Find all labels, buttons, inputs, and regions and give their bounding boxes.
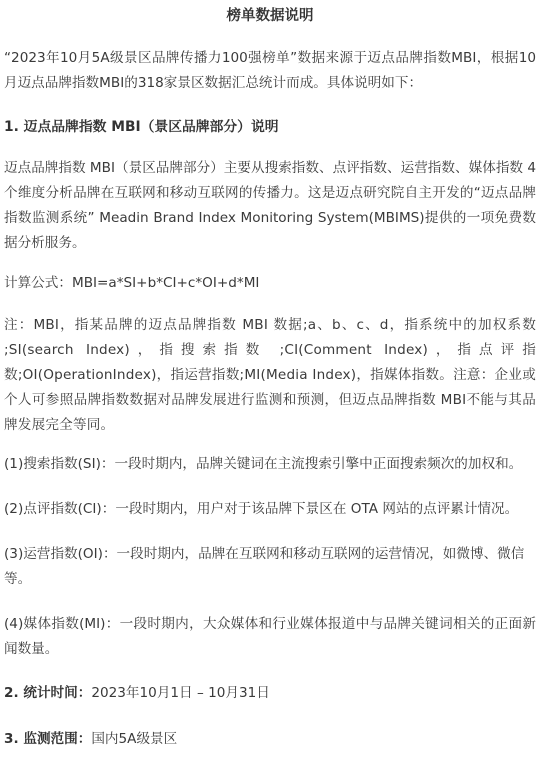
index-item-media: (4)媒体指数(MI)：一段时期内，大众媒体和行业媒体报道中与品牌关键词相关的正面新闻数量。 xyxy=(4,616,536,657)
index-item-comment: (2)点评指数(CI)：一段时期内，用户对于该品牌下景区在 OTA 网站的点评累计情况。 xyxy=(4,501,519,517)
intro-paragraph: “2023年10月5A级景区品牌传播力100强榜单”数据来源于迈点品牌指数MBI，根据10月迈点品牌指数MBI的318家景区数据汇总统计而成。具体说明如下： xyxy=(4,50,536,91)
monitoring-scope-label: 3. 监测范围： xyxy=(4,731,92,747)
index-item-operation: (3)运营指数(OI)：一段时期内，品牌在互联网和移动互联网的运营情况，如微博、微信等。 xyxy=(4,546,525,587)
monitoring-scope xyxy=(4,728,536,750)
section1-heading: 1. 迈点品牌指数 MBI（景区品牌部分）说明 xyxy=(4,119,279,135)
monitoring-scope-value: 国内5A级景区 xyxy=(91,731,178,747)
mbi-description-paragraph: 迈点品牌指数 MBI（景区品牌部分）主要从搜索指数、点评指数、运营指数、媒体指数 4个维度分析品牌在互联网和移动互联网的传播力。这是迈点研究院自主开发的“迈点品牌指数监测系统” Meadin Brand Index Monitoring System(MBIMS)提供的一项免费数据分析服务。 xyxy=(4,160,536,251)
stat-period-value: 2023年10月1日 – 10月31日 xyxy=(91,685,270,701)
stat-period xyxy=(4,682,536,704)
note-paragraph: 注：MBI，指某品牌的迈点品牌指数 MBI 数据;a、b、c、d，指系统中的加权系数 ;SI(search Index)，指搜索指数 ;CI(Comment Index)，指点评指数;OI(OperationIndex)，指运营指数;MI(Media Index)，指媒体指数。注意：企业或个人可参照品牌指数数据对品牌发展进行监测和预测，但迈点品牌指数 MBI不能与其品牌发展完全等同。 xyxy=(4,317,536,433)
page-title: 榜单数据说明 xyxy=(226,8,314,24)
formula-line: 计算公式：MBI=a*SI+b*CI+c*OI+d*MI xyxy=(4,275,260,291)
stat-period-label: 2. 统计时间： xyxy=(4,685,92,701)
index-item-search: (1)搜索指数(SI)：一段时期内，品牌关键词在主流搜索引擎中正面搜索频次的加权和。 xyxy=(4,456,523,472)
